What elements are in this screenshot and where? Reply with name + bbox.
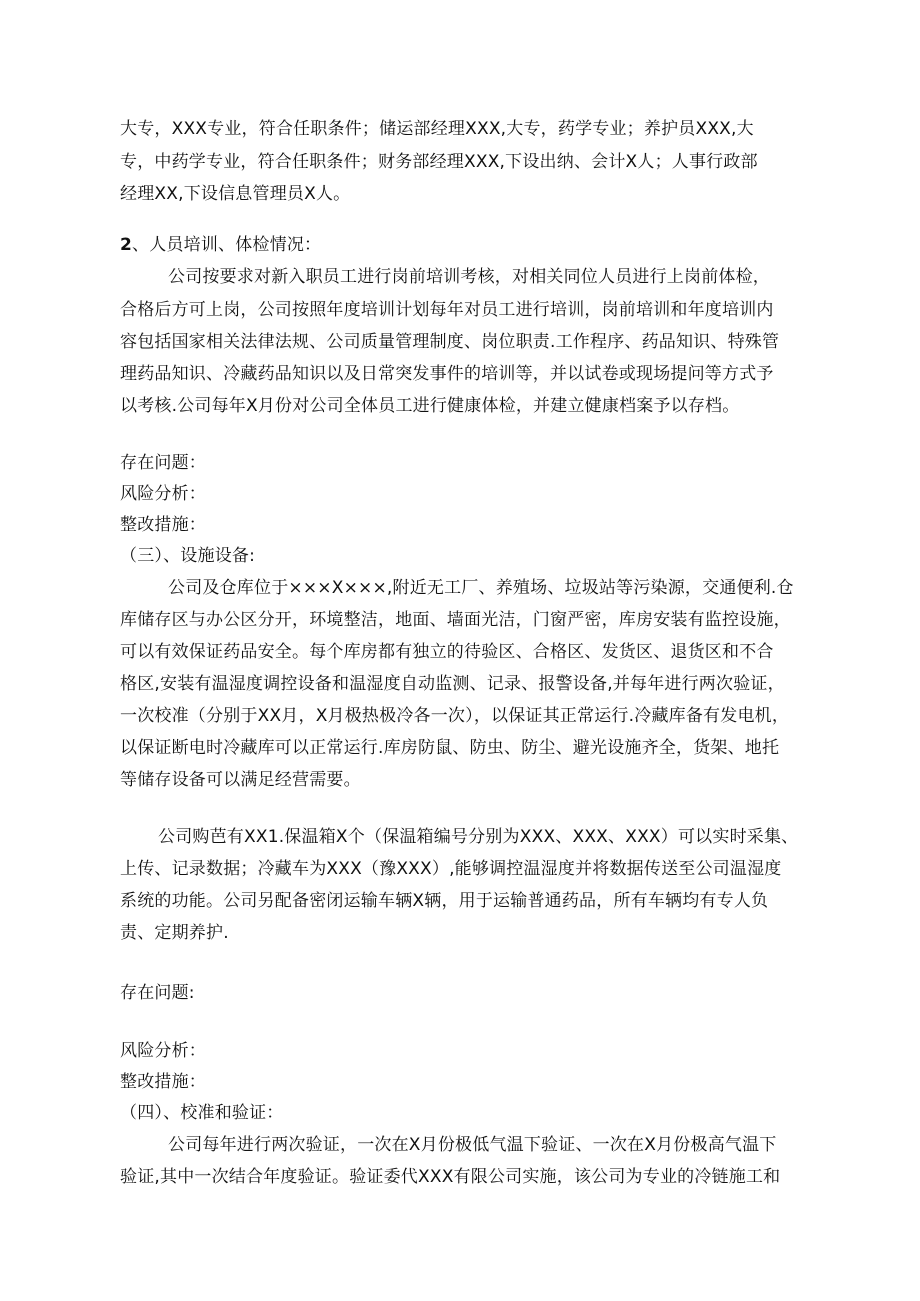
para3-line-6: 以保证断电时冷藏库可以正常运行.库房防鼠、防虫、防尘、避光设施齐全，货架、地托 — [120, 738, 780, 758]
para4-line-4: 责、定期养护. — [120, 923, 229, 943]
para5-line-1: 公司每年进行两次验证，一次在X月份极低气温下验证、一次在X月份极高气温下 — [168, 1135, 777, 1155]
section2-number: 2 — [120, 235, 133, 255]
para3-line-7: 等储存设备可以满足经营需要。 — [120, 770, 361, 790]
section2-heading — [120, 234, 321, 256]
section4-heading: （四）、校准和验证： — [120, 1103, 284, 1123]
para2-line-1: 公司按要求对新入职员工进行岗前培训考核，对相关同位人员进行上岗前体检， — [168, 267, 770, 287]
issues-label-2: 存在问题: — [120, 983, 195, 1003]
para3-line-2: 库储存区与办公区分开，环境整洁，地面、墙面光洁，门窗严密，库房安装有监控设施， — [120, 610, 791, 630]
para4-line-1: 公司购芭有XX1.保温箱X个（保温箱编号分别为XXX、XXX、XXX）可以实时采集、 — [158, 827, 799, 847]
para4-line-2: 上传、记录数据；冷藏车为XXX（豫XXX）,能够调控温湿度并将数据传送至公司温湿度 — [120, 859, 782, 879]
para2-line-4: 理药品知识、冷藏药品知识以及日常突发事件的培训等，并以试卷或现场提问等方式予 — [120, 364, 774, 384]
para2-line-3: 容包括国家相关法律法规、公司质量管理制度、岗位职责.工作程序、药品知识、特殊管 — [120, 332, 780, 352]
section2-title: 、人员培训、体检情况： — [132, 235, 322, 255]
para1-line-2: 专，中药学专业，符合任职条件；财务部经理XXX,下设出纳、会计X人；人事行政部 — [120, 152, 758, 172]
para1-line-1: 大专，XXX专业，符合任职条件；储运部经理XXX,大专，药学专业；养护员XXX,大 — [120, 119, 754, 139]
risk-label-1: 风险分析： — [120, 484, 206, 504]
para4-line-3: 系统的功能。公司另配备密闭运输车辆X辆，用于运输普通药品，所有车辆均有专人负 — [120, 891, 769, 911]
para2-line-2: 合格后方可上岗，公司按照年度培训计划每年对员工进行培训，岗前培训和年度培训内 — [120, 300, 774, 320]
issues-label-1: 存在问题： — [120, 453, 206, 473]
risk-label-2: 风险分析： — [120, 1041, 206, 1061]
para1-line-3: 经理XX,下设信息管理员X人。 — [120, 184, 351, 204]
para3-line-5: 一次校准（分别于XX月，X月极热极冷各一次），以保证其正常运行.冷藏库备有发电机， — [120, 706, 790, 726]
para5-line-2: 验证,其中一次结合年度验证。验证委代XXX有限公司实施，该公司为专业的冷链施工和 — [120, 1167, 781, 1187]
fix-label-1: 整改措施： — [120, 515, 206, 535]
para3-line-3: 可以有效保证药品安全。每个库房都有独立的待验区、合格区、发货区、退货区和不合 — [120, 642, 774, 662]
para2-line-5: 以考核.公司每年X月份对公司全体员工进行健康体检，并建立健康档案予以存档。 — [120, 396, 740, 416]
section3-heading: （三）、设施设备: — [120, 546, 256, 566]
para3-line-1: 公司及仓库位于×××X×××,附近无工厂、养殖场、垃圾站等污染源，交通便利.仓 — [168, 578, 794, 598]
fix-label-2: 整改措施： — [120, 1072, 206, 1092]
para3-line-4: 格区,安装有温湿度调控设备和温湿度自动监测、记录、报警设备,并每年进行两次验证， — [120, 674, 785, 694]
